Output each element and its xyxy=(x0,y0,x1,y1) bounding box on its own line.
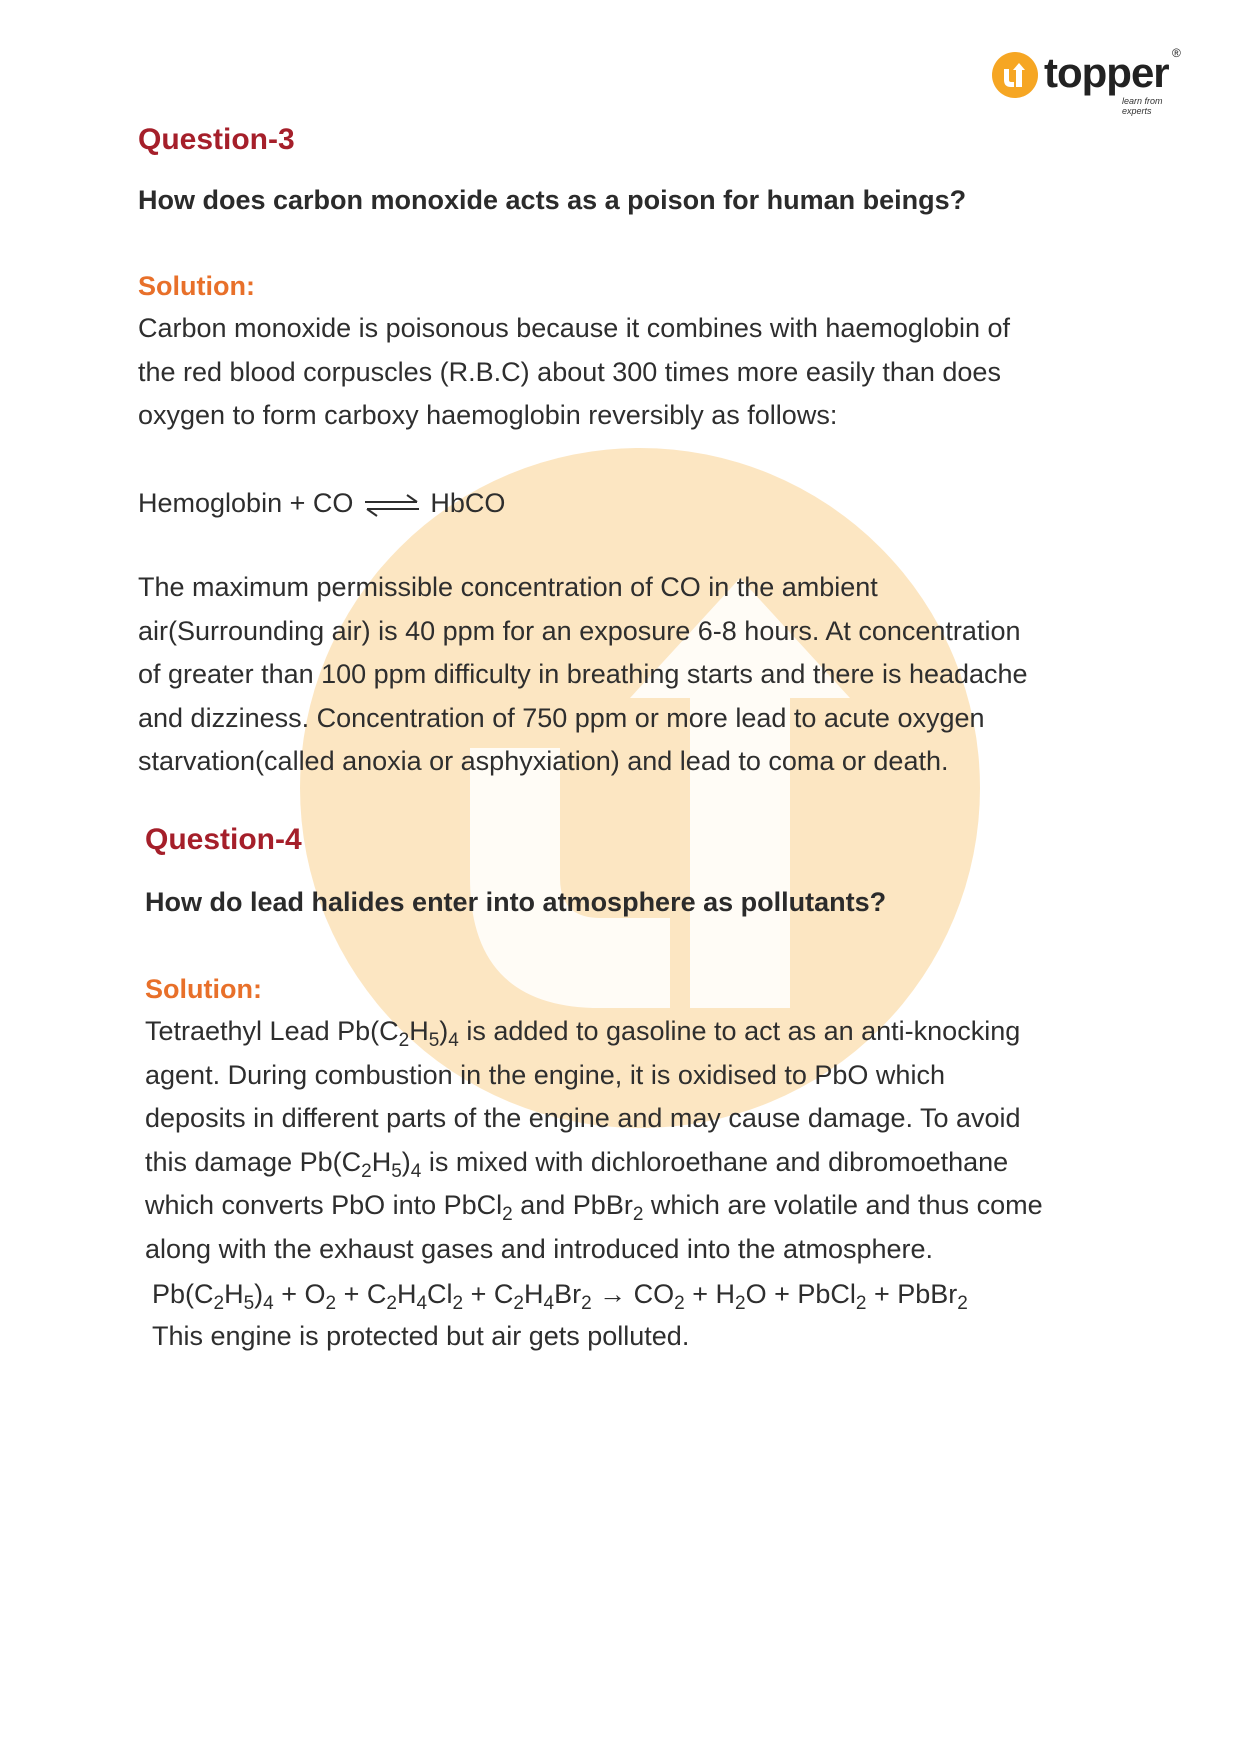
question-4-solution-label: Solution: xyxy=(145,974,262,1004)
brand-tagline: learn from experts xyxy=(1122,96,1163,116)
question-4-text: How do lead halides enter into atmosphere as pollutants? xyxy=(145,887,887,917)
text-line: agent. During combustion in the engine, it is oxidised to PbO which xyxy=(145,1059,945,1090)
equation-left: Hemoglobin + CO xyxy=(138,488,354,518)
question-3-title: Question-3 xyxy=(138,123,295,156)
text-line: and dizziness. Concentration of 750 ppm or more lead to acute oxygen xyxy=(138,702,985,733)
text-line: which converts PbO into PbCl$_2$ and PbBr$_2$ which are volatile and thus come xyxy=(145,1190,1043,1225)
question-4-title: Question-4 xyxy=(145,823,302,856)
text-line: this damage $Pb(C_2H_5)_4$ is mixed with dichloroethane and dibromoethane xyxy=(145,1146,1009,1182)
text-line: oxygen to form carboxy haemoglobin reversibly as follows: xyxy=(138,400,838,430)
brand-name: topper xyxy=(1044,49,1169,96)
question-3-text: How does carbon monoxide acts as a poison for human beings? xyxy=(138,185,967,215)
text-line: deposits in different parts of the engine and may cause damage. To avoid xyxy=(145,1103,1021,1133)
question-3-solution-label: Solution: xyxy=(138,271,255,301)
question-3-paragraph-2 xyxy=(138,566,1028,784)
registered-mark: ® xyxy=(1172,46,1181,60)
text-line: Tetraethyl Lead $Pb(C_2H_5)_4$ is added to gasoline to act as an anti-knocking xyxy=(145,1016,1021,1051)
text-line: starvation(called anoxia or asphyxiation) and lead to coma or death. xyxy=(138,746,949,776)
hemoglobin-equation xyxy=(138,483,505,523)
question-3-paragraph-1 xyxy=(138,307,1010,438)
text-line: The maximum permissible concentration of CO in the ambient xyxy=(138,572,878,602)
equilibrium-arrow-icon xyxy=(361,490,423,520)
text-line: along with the exhaust gases and introduced into the atmosphere. xyxy=(145,1233,934,1264)
topper-u-icon xyxy=(992,52,1038,98)
equation-right: HbCO xyxy=(430,488,506,518)
text-line: Carbon monoxide is poisonous because it combines with haemoglobin of xyxy=(138,313,1011,343)
text-line: air(Surrounding air) is 40 ppm for an exposure 6-8 hours. At concentration xyxy=(138,615,1021,646)
topper-logo xyxy=(992,46,1192,116)
lead-reaction-equation: $Pb(C_2H_5)_4 + O_2 + C_2H_4Cl_2 + C_2H_4Br_2 \to CO_2 + H_2O$ + PbCl$_2$ + PbBr$_2$ xyxy=(152,1279,968,1314)
text-line: of greater than 100 ppm difficulty in breathing starts and there is headache xyxy=(138,659,1028,689)
text-line: the red blood corpuscles (R.B.C) about 300 times more easily than does xyxy=(138,356,1001,387)
question-4-paragraph xyxy=(145,1010,1043,1271)
closing-line: This engine is protected but air gets polluted. xyxy=(152,1321,690,1351)
